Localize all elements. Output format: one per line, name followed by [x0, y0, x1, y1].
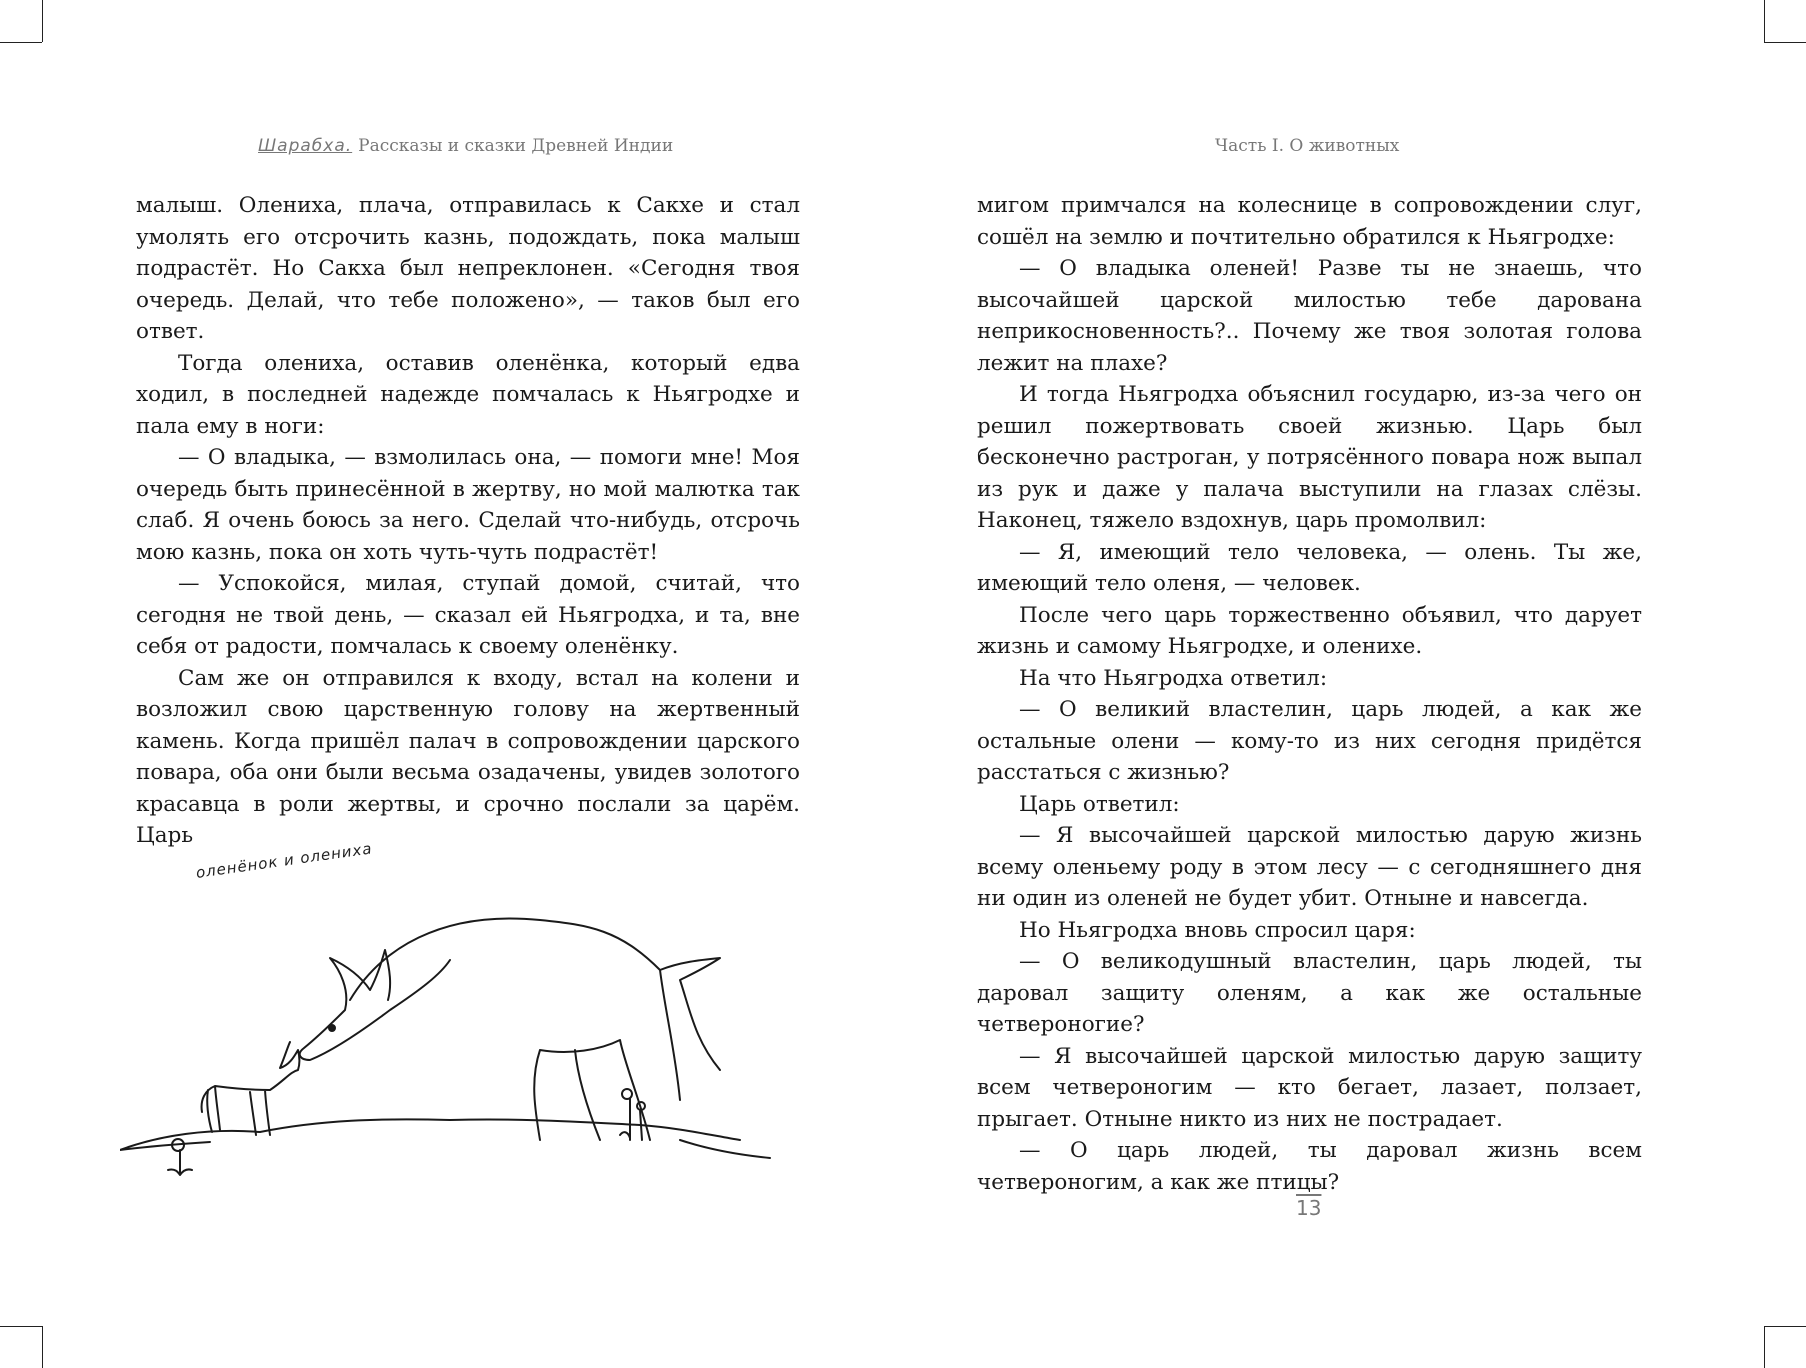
paragraph: — О владыка, — взмолилась она, — помоги мне! Моя очередь быть принесённой в жертву, но мой малютка так слаб. Я очень боюсь за него. Сделай что-нибудь, отсрочь мою казнь, пока он хоть чуть-чуть подрастёт! — [136, 445, 800, 565]
paragraph: малыш. Олениха, плача, отправилась к Сакхе и стал умолять его отсрочить казнь, подождать, пока малыш подрастёт. Но Сакха был непреклонен. «Сегодня твоя очередь. Делай, что тебе положено», — таков был его ответ. — [136, 193, 800, 344]
paragraph: — Я, имеющий тело человека, — олень. Ты же, имеющий тело оленя, — человек. — [977, 539, 1642, 596]
paragraph: Сам же он отправился к входу, встал на колени и возложил свою царственную голову на жертвенный камень. Когда пришёл палач в сопровождении царского повара, оба они были весьма озадачены, увидев золотого красавца в роли жертвы, и срочно послали за царём. Царь — [136, 665, 800, 848]
illustration-caption: оленёнок и олениха — [194, 839, 374, 882]
paragraph: Царь ответил: — [1019, 791, 1180, 817]
paragraph: — О великодушный властелин, царь людей, ты даровал защиту оленям, а как же остальные четвероногие? — [977, 949, 1642, 1037]
ground — [120, 1119, 770, 1158]
paragraph: — О владыка оленей! Разве ты не знаешь, что высочайшей царской милостью тебе дарована неприкосновенность?.. Почему же твоя золотая голова лежит на плахе? — [977, 256, 1642, 376]
page-number: 13 — [1296, 1196, 1322, 1220]
running-head-left — [258, 136, 673, 156]
paragraph: — Я высочайшей царской милостью дарую жизнь всему оленьему роду в этом лесу — с сегодняшнего дня ни один из оленей не будет убит. Отныне и навсегда. — [977, 823, 1642, 911]
paragraph: — Я высочайшей царской милостью дарую защиту всем четвероногим — кто бегает, лазает, ползает, прыгает. Отныне никто из них не пострадает. — [977, 1043, 1642, 1132]
flower-right — [620, 1089, 645, 1140]
paragraph: мигом примчался на колеснице в сопровождении слуг, сошёл на землю и почтительно обратился к Ньягродхе: — [977, 193, 1642, 250]
running-head-right: Часть I. О животных — [1215, 136, 1400, 156]
fawn — [202, 1042, 300, 1135]
left-text-column — [136, 190, 800, 852]
series-brand: Шарабха. — [258, 136, 353, 156]
paragraph: И тогда Ньягродха объяснил государю, из-за чего он решил пожертвовать своей жизнью. Царь был бесконечно растроган, у потрясённого повара нож выпал из рук и даже у палача выступили на глазах слёзы. Наконец, тяжело вздохнув, царь промолвил: — [977, 382, 1642, 533]
adult-deer-eye — [329, 1025, 335, 1031]
right-page — [903, 0, 1806, 1368]
paragraph: — Успокойся, милая, ступай домой, считай, что сегодня не твой день, — сказал ей Ньягродха, и та, вне себя от радости, помчалась к своему оленёнку. — [136, 571, 800, 659]
paragraph: Но Ньягродха вновь спросил царя: — [1019, 917, 1416, 943]
paragraph: Тогда олениха, оставив оленёнка, который едва ходил, в последней надежде помчалась к Ньягродхе и пала ему в ноги: — [136, 350, 800, 439]
right-text-column — [977, 190, 1642, 1198]
book-title: Рассказы и сказки Древней Индии — [358, 136, 674, 156]
deer-illustration — [120, 850, 820, 1190]
paragraph: — О царь людей, ты даровал жизнь всем четвероногим, а как же птицы? — [977, 1138, 1642, 1195]
adult-deer — [300, 918, 720, 1140]
paragraph: — О великий властелин, царь людей, а как же остальные олени — кому-то из них сегодня придётся расстаться с жизнью? — [977, 697, 1642, 785]
paragraph: На что Ньягродха ответил: — [1019, 665, 1328, 691]
paragraph: После чего царь торжественно объявил, что дарует жизнь и самому Ньягродхе, и оленихе. — [977, 602, 1642, 659]
